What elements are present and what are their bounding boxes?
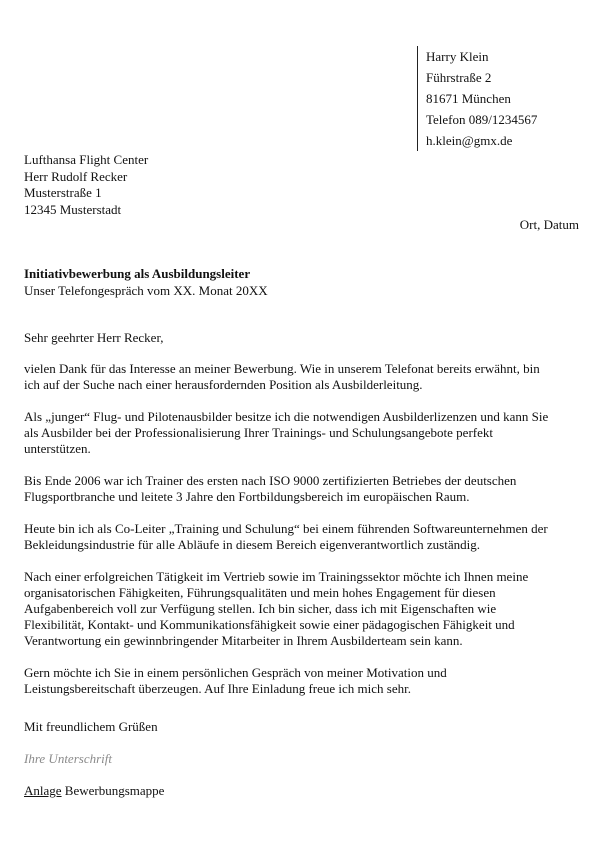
- body-line: Aufgabenbereich voll zur Verfügung stellen. Ich bin sicher, dass ich mit Eigenschaften wie: [24, 601, 497, 616]
- sender-email: h.klein@gmx.de: [426, 133, 513, 148]
- recipient-address-block: [24, 152, 148, 218]
- body-paragraph: [24, 665, 580, 697]
- body-line: Als „junger“ Flug- und Pilotenausbilder besitze ich die notwendigen Ausbilderlizenzen und kann Sie: [24, 409, 549, 424]
- salutation: Sehr geehrter Herr Recker,: [24, 330, 164, 345]
- body-paragraph: [24, 361, 580, 393]
- body-paragraph: [24, 473, 580, 505]
- sender-phone: Telefon 089/1234567: [426, 112, 538, 127]
- recipient-street: Musterstraße 1: [24, 185, 102, 200]
- body-line: Flexibilität, Kontakt- und Kommunikationsfähigkeit sowie einer pädagogischen Fähigkeit und: [24, 617, 515, 632]
- recipient-company: Lufthansa Flight Center: [24, 152, 149, 167]
- sender-name: Harry Klein: [426, 49, 489, 64]
- body-line: Verantwortung ein gewinnbringender Mitarbeiter in Ihrem Ausbilderteam sein kann.: [24, 633, 463, 648]
- signature-placeholder: Ihre Unterschrift: [24, 751, 112, 766]
- recipient-city: 12345 Musterstadt: [24, 201, 122, 217]
- place-date: Ort, Datum: [519, 217, 579, 232]
- body-line: Bis Ende 2006 war ich Trainer des ersten nach ISO 9000 zertifizierten Betriebes der deutschen: [24, 473, 517, 488]
- body-line: Flugsportbranche und leitete 3 Jahre den Fortbildungsbereich im europäischen Raum.: [24, 489, 470, 504]
- letter-body: [24, 361, 580, 713]
- body-line: ich auf der Suche nach einer herausfordernden Position als Ausbilderleitung.: [24, 377, 423, 392]
- body-line: Heute bin ich als Co-Leiter „Training und Schulung“ bei einem führenden Softwareunternehmen der: [24, 521, 548, 536]
- body-line: Nach einer erfolgreichen Tätigkeit im Vertrieb sowie im Trainingssektor möchte ich Ihnen meine: [24, 569, 529, 584]
- body-line: Bekleidungsindustrie für alle Abläufe in diesem Bereich eigenverantwortlich zuständig.: [24, 537, 480, 552]
- body-line: Gern möchte ich Sie in einem persönlichen Gespräch von meiner Motivation und: [24, 665, 447, 680]
- sender-city: 81671 München: [426, 91, 511, 106]
- body-line: als Ausbilder bei der Professionalisierung Ihrer Trainings- und Schulungsangebote perfekt: [24, 425, 493, 440]
- body-paragraph: [24, 409, 580, 457]
- closing-phrase: Mit freundlichem Grüßen: [24, 719, 158, 734]
- body-line: vielen Dank für das Interesse an meiner Bewerbung. Wie in unserem Telefonat bereits erwähnt, bin: [24, 361, 540, 376]
- enclosure-item: Bewerbungsmappe: [64, 783, 165, 798]
- enclosure-line: [24, 783, 164, 799]
- subject-reference: Unser Telefongespräch vom XX. Monat 20XX: [24, 282, 268, 298]
- body-paragraph: [24, 521, 580, 553]
- recipient-person: Herr Rudolf Recker: [24, 168, 128, 184]
- body-line: Leistungsbereitschaft überzeugen. Auf Ihre Einladung freue ich mich sehr.: [24, 681, 411, 696]
- enclosure-label: Anlage: [24, 783, 62, 798]
- sender-address-block: [417, 46, 537, 151]
- sender-street: Führstraße 2: [426, 70, 492, 85]
- subject-block: [24, 266, 268, 299]
- body-line: unterstützen.: [24, 441, 91, 456]
- body-paragraph: [24, 569, 580, 649]
- subject-title: Initiativbewerbung als Ausbildungsleiter: [24, 266, 251, 281]
- body-line: organisatorischen Fähigkeiten, Führungsqualitäten und mein hohes Engagement für diesen: [24, 585, 496, 600]
